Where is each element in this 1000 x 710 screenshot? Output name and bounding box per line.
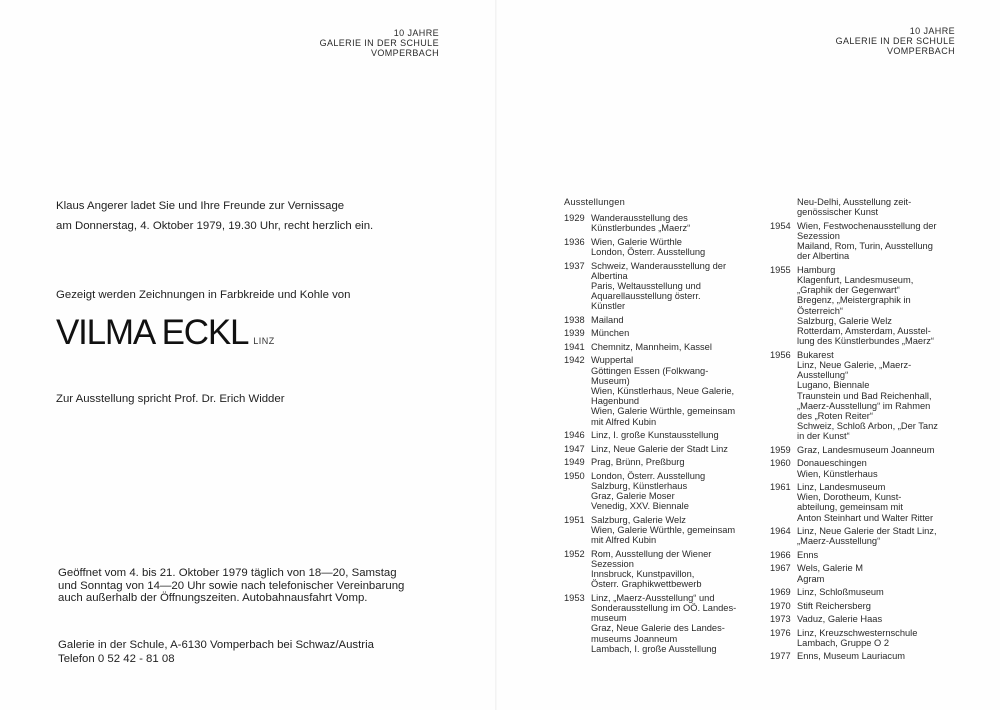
exhibition-entry <box>564 213 764 233</box>
exhibition-line: London, Österr. Ausstellung <box>591 247 706 258</box>
exhibition-details <box>797 587 884 597</box>
exhibition-year: 1961 <box>770 482 791 493</box>
exhibition-entry <box>770 482 985 523</box>
exhibition-details <box>591 515 735 546</box>
exhibition-year: 1937 <box>564 260 585 271</box>
exhibition-line: in der Kunst“ <box>797 431 850 442</box>
exhibition-year: 1966 <box>770 549 791 560</box>
exhibition-line: Sonderausstellung im OÖ. Landes- <box>591 602 737 613</box>
exhibition-year: 1964 <box>770 526 791 537</box>
exhibition-entry <box>564 237 764 257</box>
exhibition-line: Donaueschingen <box>797 458 867 469</box>
exhibition-year: 1947 <box>564 443 585 454</box>
exhibition-entry <box>564 471 764 512</box>
exhibition-line: Bukarest <box>797 349 834 360</box>
invitation-text <box>56 196 373 236</box>
exhibition-year: 1967 <box>770 563 791 574</box>
exhibition-entry <box>564 430 764 440</box>
exhibition-line: Stift Reichersberg <box>797 600 871 611</box>
exhibition-year: 1970 <box>770 600 791 611</box>
exhibition-year: 1936 <box>564 236 585 247</box>
speaker-line: Zur Ausstellung spricht Prof. Dr. Erich Widder <box>56 393 285 405</box>
exhibition-details <box>591 213 690 233</box>
exhibition-line: Mailand <box>591 314 624 325</box>
exhibition-details <box>591 471 705 512</box>
exhibition-line: Salzburg, Galerie Welz <box>591 514 686 525</box>
exhibition-line: Wuppertal <box>591 355 634 366</box>
exhibition-entry <box>770 265 985 347</box>
exhibition-line: Linz, I. große Kunstausstellung <box>591 430 719 441</box>
exhibition-details <box>797 197 911 217</box>
exhibition-year: 1956 <box>770 349 791 360</box>
exhibition-details <box>797 265 934 347</box>
exhibition-year: 1942 <box>564 355 585 366</box>
artist-city: LINZ <box>253 336 275 346</box>
exhibition-line: Wien, Galerie Würthle, gemeinsam <box>591 406 736 417</box>
exhibition-details <box>591 237 705 257</box>
exhibition-year: 1953 <box>564 592 585 603</box>
exhibition-details <box>591 261 726 312</box>
hours-line: Geöffnet vom 4. bis 21. Oktober 1979 täglich von 18—20, Samstag <box>58 567 397 579</box>
exhibition-line: Wien, Künstlerhaus, Neue Galerie, <box>591 386 735 397</box>
invitation-line: am Donnerstag, 4. Oktober 1979, 19.30 Uhr, recht herzlich ein. <box>56 220 374 232</box>
exhibition-year: 1960 <box>770 458 791 469</box>
exhibition-year: 1969 <box>770 587 791 598</box>
exhibition-entry <box>564 515 764 546</box>
exhibition-line: der Albertina <box>797 251 850 262</box>
header-line: 10 JAHRE <box>393 28 439 38</box>
exhibition-details <box>797 221 937 262</box>
exhibition-line: Linz, Landesmuseum <box>797 482 886 493</box>
header-line: VOMPERBACH <box>886 46 955 56</box>
exhibition-details <box>797 601 871 611</box>
exhibition-line: Lambach, Gruppe O 2 <box>797 637 889 648</box>
gallery-header-left <box>320 28 439 58</box>
exhibition-details <box>797 445 934 455</box>
exhibition-entry <box>770 587 985 597</box>
exhibition-entry <box>770 350 985 442</box>
exhibition-line: Hamburg <box>797 264 836 275</box>
exhibition-entry <box>564 549 764 590</box>
exhibition-entry <box>564 315 764 325</box>
exhibition-line: Graz, Landesmuseum Joanneum <box>797 444 935 455</box>
exhibition-line: Schweiz, Wanderausstellung der <box>591 260 727 271</box>
exhibition-line: museum <box>591 613 627 624</box>
exhibition-line: Göttingen Essen (Folkwang- <box>591 365 709 376</box>
exhibition-year: 1977 <box>770 651 791 662</box>
gallery-address <box>58 638 374 666</box>
exhibition-line: Bregenz, „Meistergraphik in <box>797 295 911 306</box>
exhibition-line: London, Österr. Ausstellung <box>591 470 706 481</box>
invitation-line: Klaus Angerer ladet Sie und Ihre Freunde zur Vernissage <box>56 200 345 212</box>
exhibitions-column-1 <box>564 197 764 657</box>
exhibition-entry <box>564 328 764 338</box>
exhibition-entry <box>564 261 764 312</box>
exhibition-line: Hagenbund <box>591 396 640 407</box>
exhibition-year <box>770 197 797 217</box>
exhibition-year: 1950 <box>564 470 585 481</box>
exhibition-line: Klagenfurt, Landesmuseum, <box>797 275 914 286</box>
exhibition-details <box>797 651 905 661</box>
exhibition-year: 1938 <box>564 314 585 325</box>
exhibition-entry <box>770 563 985 583</box>
header-line: VOMPERBACH <box>370 48 439 58</box>
exhibition-details <box>797 563 863 583</box>
exhibition-details <box>591 355 735 426</box>
exhibition-details <box>591 342 712 352</box>
exhibition-line: Sezession <box>797 230 840 241</box>
exhibition-entry <box>564 355 764 426</box>
exhibition-year: 1955 <box>770 264 791 275</box>
exhibition-year: 1929 <box>564 213 585 224</box>
exhibition-entry <box>770 651 985 661</box>
exhibition-line: abteilung, gemeinsam mit <box>797 502 903 513</box>
hours-line: und Sonntag von 14—20 Uhr sowie nach telefonischer Vereinbarung <box>58 579 405 592</box>
exhibition-list <box>770 197 985 661</box>
exhibition-line: Vaduz, Galerie Haas <box>797 614 883 625</box>
exhibition-line: Wien, Galerie Würthle <box>591 236 682 247</box>
exhibition-line: Museum) <box>591 375 630 386</box>
exhibition-details <box>591 457 685 467</box>
exhibition-line: Enns <box>797 549 819 560</box>
exhibition-line: Rotterdam, Amsterdam, Ausstel- <box>797 326 931 337</box>
exhibition-line: Traunstein und Bad Reichenhall, <box>797 390 932 401</box>
address-line: Telefon 0 52 42 - 81 08 <box>58 653 175 665</box>
exhibition-year: 1976 <box>770 627 791 638</box>
exhibition-line: Lugano, Biennale <box>797 380 870 391</box>
exhibition-entry <box>564 444 764 454</box>
exhibition-line: Schweiz, Schloß Arbon, „Der Tanz <box>797 421 938 432</box>
exhibition-line: „Graphik der Gegenwart“ <box>797 285 900 296</box>
exhibition-year: 1946 <box>564 430 585 441</box>
exhibition-entry <box>770 526 985 546</box>
exhibition-line: mit Alfred Kubin <box>591 535 657 546</box>
exhibition-line: mit Alfred Kubin <box>591 416 657 427</box>
exhibition-line: Innsbruck, Kunstpavillon, <box>591 569 695 580</box>
exhibition-line: lung des Künstlerbundes „Maerz“ <box>797 336 934 347</box>
exhibition-details <box>591 328 629 338</box>
exhibition-year: 1949 <box>564 457 585 468</box>
exhibition-details <box>591 444 728 454</box>
exhibition-entry <box>564 593 764 654</box>
opening-hours <box>58 567 404 605</box>
exhibition-line: Wels, Galerie M <box>797 563 863 574</box>
exhibition-details <box>591 430 719 440</box>
exhibition-line: Österreich“ <box>797 305 843 316</box>
header-line: GALERIE IN DER SCHULE <box>319 38 439 48</box>
exhibition-line: Sezession <box>591 558 634 569</box>
exhibition-line: Linz, Neue Galerie der Stadt Linz, <box>797 526 937 537</box>
address-line: Galerie in der Schule, A-6130 Vomperbach bei Schwaz/Austria <box>58 639 374 651</box>
exhibition-line: „Maerz-Ausstellung“ im Rahmen <box>797 400 931 411</box>
exhibition-line: „Maerz-Ausstellung“ <box>797 536 881 547</box>
exhibition-line: Wanderausstellung des <box>591 213 688 224</box>
exhibition-line: Anton Steinhart und Walter Ritter <box>797 512 934 523</box>
exhibition-line: Agram <box>797 573 825 584</box>
exhibition-entry <box>564 342 764 352</box>
exhibition-year: 1973 <box>770 614 791 625</box>
exhibition-line: Rom, Ausstellung der Wiener <box>591 548 712 559</box>
exhibition-line: Wien, Dorotheum, Kunst- <box>797 492 902 503</box>
exhibition-year: 1941 <box>564 341 585 352</box>
artist-name: VILMA ECKL <box>56 313 249 352</box>
exhibition-line: Salzburg, Künstlerhaus <box>591 480 688 491</box>
exhibition-description: Gezeigt werden Zeichnungen in Farbkreide und Kohle von <box>56 289 351 301</box>
exhibition-entry <box>770 550 985 560</box>
exhibition-year: 1939 <box>564 328 585 339</box>
exhibition-entry <box>770 445 985 455</box>
exhibition-details <box>797 482 933 523</box>
exhibition-line: Aquarellausstellung österr. <box>591 291 701 302</box>
exhibition-details <box>797 526 937 546</box>
exhibition-entry <box>770 628 985 648</box>
exhibition-line: Mailand, Rom, Turin, Ausstellung <box>797 241 933 252</box>
exhibitions-column-2 <box>770 197 985 665</box>
exhibition-entry <box>770 221 985 262</box>
exhibition-line: Wien, Galerie Würthle, gemeinsam <box>591 524 736 535</box>
exhibitions-title: Ausstellungen <box>564 197 626 207</box>
exhibition-line: Linz, Schloßmuseum <box>797 587 884 598</box>
exhibition-line: Graz, Neue Galerie des Landes- <box>591 623 725 634</box>
exhibition-line: museums Joanneum <box>591 633 678 644</box>
exhibition-line: Österr. Graphikwettbewerb <box>591 579 702 590</box>
exhibition-line: Linz, Kreuzschwesternschule <box>797 627 918 638</box>
header-line: 10 JAHRE <box>909 26 955 36</box>
exhibition-line: Linz, „Maerz-Ausstellung“ und <box>591 592 715 603</box>
artist-title <box>56 313 275 353</box>
exhibition-line: Neu-Delhi, Ausstellung zeit- <box>797 197 912 207</box>
exhibition-details <box>591 549 711 590</box>
exhibition-details <box>591 315 624 325</box>
exhibition-line: Künstlerbundes „Maerz“ <box>591 223 691 234</box>
exhibition-line: Paris, Weltausstellung und <box>591 281 701 292</box>
exhibition-line: Linz, Neue Galerie der Stadt Linz <box>591 443 728 454</box>
exhibition-year: 1951 <box>564 514 585 525</box>
exhibition-line: genössischer Kunst <box>797 207 879 218</box>
exhibition-line: Wien, Künstlerhaus <box>797 468 878 479</box>
exhibition-line: Enns, Museum Lauriacum <box>797 651 905 662</box>
exhibition-line: Künstler <box>591 301 626 312</box>
exhibition-year: 1959 <box>770 444 791 455</box>
exhibition-line: Wien, Festwochenausstellung der <box>797 220 937 231</box>
header-line: GALERIE IN DER SCHULE <box>835 36 955 46</box>
exhibition-line: des „Roten Reiter“ <box>797 410 873 421</box>
exhibition-line: Prag, Brünn, Preßburg <box>591 457 685 468</box>
exhibition-line: Linz, Neue Galerie, „Maerz- <box>797 359 912 370</box>
left-page <box>0 0 495 710</box>
exhibition-line: Albertina <box>591 270 628 281</box>
exhibition-line: Lambach, I. große Ausstellung <box>591 643 717 654</box>
exhibition-entry <box>770 458 985 478</box>
hours-line: auch außerhalb der Öffnungszeiten. Autobahnausfahrt Vomp. <box>58 592 368 605</box>
gallery-header-right <box>836 26 955 56</box>
exhibition-line: Graz, Galerie Moser <box>591 491 675 502</box>
exhibition-details <box>591 593 736 654</box>
exhibition-line: Venedig, XXV. Biennale <box>591 501 689 512</box>
exhibition-entry <box>770 197 985 217</box>
exhibition-entry <box>770 601 985 611</box>
exhibition-line: Salzburg, Galerie Welz <box>797 315 892 326</box>
exhibition-details <box>797 550 818 560</box>
exhibition-list <box>564 213 764 654</box>
exhibition-year: 1952 <box>564 548 585 559</box>
exhibition-entry <box>564 457 764 467</box>
exhibition-line: Chemnitz, Mannheim, Kassel <box>591 341 712 352</box>
exhibition-entry <box>770 614 985 624</box>
exhibition-details <box>797 350 938 442</box>
exhibition-line: Ausstellung“ <box>797 370 849 381</box>
exhibition-details <box>797 458 878 478</box>
exhibition-year: 1954 <box>770 220 791 231</box>
exhibition-details <box>797 614 882 624</box>
exhibition-details <box>797 628 917 648</box>
exhibition-line: München <box>591 328 630 339</box>
